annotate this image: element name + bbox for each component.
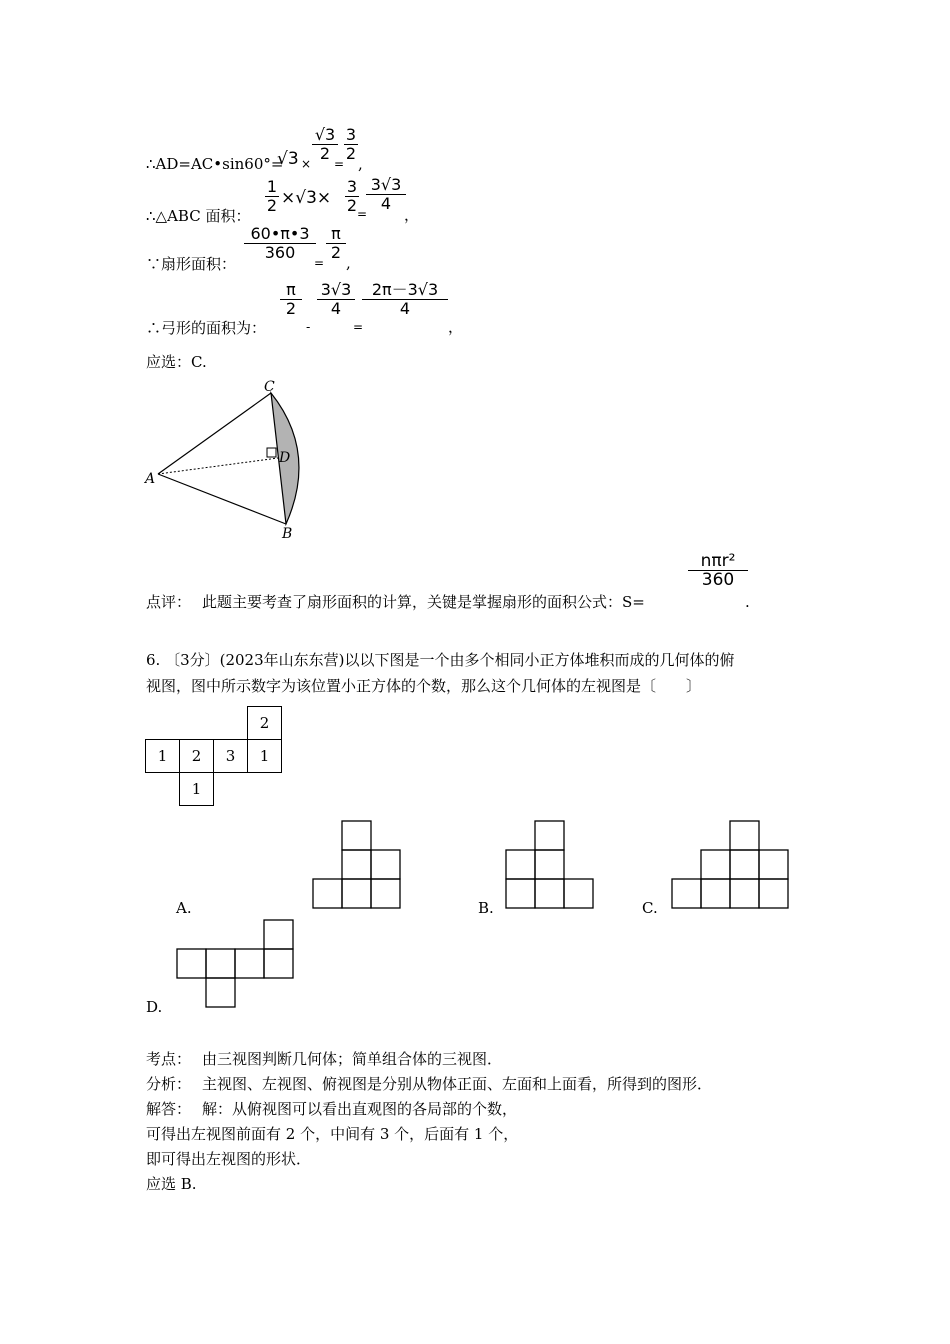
- root-3: √3: [277, 149, 299, 169]
- segment-prefix: ∴弓形的面积为：: [146, 319, 267, 337]
- segment-ac: [158, 393, 271, 474]
- label-d: D: [279, 450, 291, 466]
- label-c: C: [264, 379, 275, 395]
- fraction-3sqrt3-over-4-b: $\frac{3√3}{4}$: [317, 281, 355, 318]
- ad-prefix: ∴AD=AC•sin60°=: [146, 155, 284, 173]
- kaodian-label: 考点：: [146, 1050, 192, 1068]
- fraction-sqrt3-over-2: $\frac{√3}{2}$: [312, 126, 338, 163]
- fraction-result: $\frac{2\pi-3√3}{4}$: [362, 281, 448, 318]
- option-c-figure: [670, 820, 792, 912]
- grid-cell: 1: [146, 740, 180, 773]
- grid-cell: 2: [180, 740, 214, 773]
- fenxi-text: 主视图、左视图、俯视图是分别从物体正面、左面和上面看，所得到的图形．: [202, 1075, 713, 1093]
- option-d-figure: [175, 919, 297, 1011]
- comment-text: 此题主要考查了扇形面积的计算，关键是掌握扇形的面积公式：S=: [202, 593, 645, 611]
- answer-c: 应选：C.: [146, 353, 207, 371]
- fraction-3-over-2: $\frac{3}{2}$: [345, 125, 357, 163]
- sector-prefix: ∵扇形面积：: [146, 255, 237, 273]
- label-a: A: [145, 471, 156, 487]
- times-root3-times: ×√3×: [281, 188, 332, 208]
- grid-cell: 2: [248, 707, 282, 740]
- grid-cell: 3: [214, 740, 248, 773]
- equals-sign: =: [334, 157, 345, 171]
- question-6-line-1: 6. 〔3分〕(2023年山东东营)以以下图是一个由多个相同小正方体堆积而成的几何体的俯: [146, 651, 735, 669]
- fraction-sector-area: $\frac{60•\pi•3}{360}$: [244, 225, 316, 262]
- label-b: B: [282, 526, 293, 542]
- right-angle-mark: [267, 448, 276, 457]
- question-6-line-2: 视图，图中所示数字为该位置小正方体的个数，那么这个几何体的左视图是〔 〕: [146, 677, 702, 695]
- option-b-label: B.: [478, 899, 494, 917]
- equals-sign: =: [353, 320, 364, 334]
- jieda-label: 解答：: [146, 1100, 192, 1118]
- fraction-pi-over-2-b: $\frac{\pi}{2}$: [280, 281, 302, 318]
- grid-cell: 1: [248, 740, 282, 773]
- option-a-label: A.: [176, 899, 192, 917]
- fraction-3sqrt3-over-4: $\frac{3√3}{4}$: [366, 176, 406, 213]
- equals-sign: =: [357, 207, 368, 221]
- solution-line-b: 即可得出左视图的形状．: [146, 1150, 312, 1168]
- sector-formula: nπr² 360: [688, 552, 748, 589]
- fraction-3-over-2-b: $\frac{3}{2}$: [346, 177, 358, 215]
- times-sign: ×: [301, 157, 312, 171]
- minus-sign: -: [306, 320, 311, 334]
- jieda-text: 解：从俯视图可以看出直观图的各局部的个数，: [202, 1100, 518, 1118]
- option-d-label: D.: [146, 998, 163, 1016]
- comma: ，: [404, 206, 420, 224]
- area-prefix: ∴△ABC 面积：: [146, 207, 251, 225]
- equals-sign: =: [314, 256, 325, 270]
- option-a-figure: [311, 820, 403, 912]
- fraction-pi-over-2: $\frac{\pi}{2}$: [326, 225, 346, 262]
- segment-ab: [158, 474, 286, 524]
- solution-line-a: 可得出左视图前面有 2 个，中间有 3 个，后面有 1 个，: [146, 1125, 519, 1143]
- kaodian-text: 由三视图判断几何体；简单组合体的三视图．: [202, 1050, 503, 1068]
- option-c-label: C.: [642, 899, 658, 917]
- comma: ，: [448, 318, 464, 336]
- top-view-grid: [145, 706, 282, 806]
- fenxi-label: 分析：: [146, 1075, 192, 1093]
- comma: ,: [358, 155, 363, 173]
- option-b-figure: [504, 820, 596, 912]
- grid-cell: 1: [180, 773, 214, 806]
- comment-period: .: [745, 593, 750, 611]
- sector-figure: [140, 372, 320, 544]
- answer-b: 应选 B.: [146, 1175, 197, 1193]
- comment-label: 点评：: [146, 593, 192, 611]
- fraction-1-over-2: $\frac{1}{2}$: [266, 177, 278, 215]
- comma: ,: [346, 254, 351, 272]
